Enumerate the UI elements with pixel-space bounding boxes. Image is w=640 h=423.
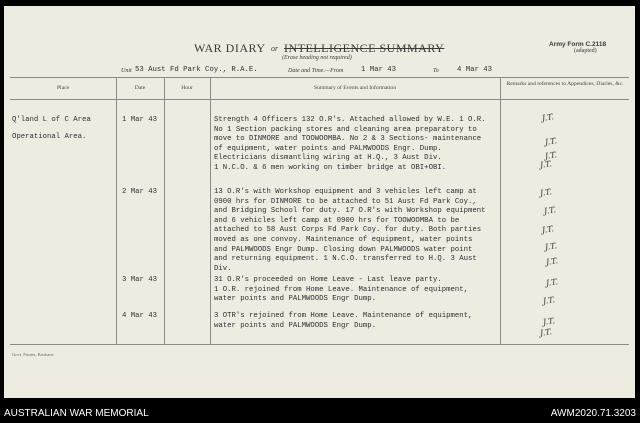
entry-date: 3 Mar 43	[122, 276, 158, 284]
summary-line: moved as one convoy. Maintenance of equipment, water points	[214, 236, 473, 244]
dates-label: Date and Time.—From	[288, 68, 344, 74]
summary-line: Strength 4 Officers 132 O.R's. Attached allowed by W.E. 1 O.R.	[214, 116, 486, 124]
archive-footer	[0, 404, 640, 423]
initials-mark: J.T.	[539, 187, 553, 198]
summary-line: 0900 hrs for DINMORE to be attached to 51 Aust Fd Park Coy.,	[214, 197, 477, 206]
form-number: Army Form C.2118	[549, 41, 607, 48]
place-line: Operational Area.	[12, 133, 87, 141]
summary-line: 1 O.R. rejoined from Home Leave. Maintenance of equipment,	[214, 285, 468, 294]
initials-mark: J.T.	[541, 224, 555, 235]
subtitle: (Erase heading not required)	[282, 55, 352, 61]
place-line: Q'land L of C Area	[12, 116, 91, 124]
footer-institution: AUSTRALIAN WAR MEMORIAL	[4, 408, 149, 419]
summary-line: and 6 vehicles left camp at 0900 hrs for TOOWOOMBA to be	[214, 216, 460, 225]
summary-line: water points and PALMWOODS Engr Dump.	[214, 321, 377, 330]
summary-line: move to DINMORE and TOOWOOMBA. No 2 & 3 Sections- maintenance	[214, 135, 482, 144]
unit-value: 53 Aust Fd Park Coy., R.A.E.	[135, 66, 258, 74]
war-diary-page	[4, 6, 635, 398]
summary-line: attached to 58 Aust Corps Fd Park Coy. for duty. Both parties	[214, 226, 482, 235]
printer-imprint: Govt. Printer, Brisbane	[12, 352, 54, 357]
date-to: 4 Mar 43	[457, 66, 493, 74]
summary-line: No 1 Section packing stores and cleaning area preparatory to	[214, 125, 477, 134]
summary-line: 1 N.C.O. & 6 men working on timber bridge at OBI+OBI.	[214, 164, 447, 172]
entry-date: 1 Mar 43	[122, 116, 158, 124]
to-label: To	[433, 68, 439, 74]
initials-mark: J.T.	[539, 327, 553, 338]
summary-line: 3 OTR's rejoined from Home Leave. Maintenance of equipment,	[214, 312, 473, 320]
col-header-summary: Summary of Events and Information	[313, 85, 397, 91]
col-divider-hour	[164, 77, 165, 344]
initials-mark: J.T.	[544, 150, 558, 161]
initials-mark: J.T.	[542, 316, 556, 327]
footer-accession-number: AWM2020.71.3203	[550, 408, 636, 419]
summary-line: Electricians dismantling wiring at H.Q., 3 Aust Div.	[214, 154, 442, 163]
summary-line: of equipment, water points and PALMWOODS Engr. Dump.	[214, 144, 442, 153]
title-intelligence-summary: INTELLIGENCE SUMMARY	[284, 41, 445, 55]
entry-date: 2 Mar 43	[122, 188, 158, 196]
col-header-hour: Hour	[181, 85, 193, 91]
unit-label: Unit	[121, 68, 132, 74]
initials-mark: J.T.	[544, 136, 558, 147]
col-divider-date	[116, 77, 117, 344]
col-divider-summary	[210, 77, 211, 344]
initials-mark: J.T.	[545, 277, 559, 288]
title-or: or	[271, 44, 279, 53]
table-bottom-rule	[10, 344, 629, 345]
initials-mark: J.T.	[539, 159, 553, 170]
initials-mark: J.T.	[542, 295, 556, 306]
entry-date: 4 Mar 43	[122, 312, 158, 320]
summary-line: 31 O.R's proceeded on Home Leave - Last leave party.	[214, 276, 442, 284]
summary-line: water points and PALMWOODS Engr Dump.	[214, 295, 377, 304]
col-header-date: Date	[134, 85, 146, 91]
col-header-remarks: Remarks and references to Appendices, Diaries, &c.	[506, 81, 624, 87]
initials-mark: J.T.	[545, 256, 559, 267]
initials-mark: J.T.	[543, 205, 557, 216]
initials-mark: J.T.	[544, 241, 558, 252]
summary-line: Div.	[214, 264, 232, 273]
col-divider-remarks	[500, 77, 501, 344]
col-header-place: Place	[56, 85, 70, 91]
date-from: 1 Mar 43	[361, 66, 397, 74]
header-bottom-rule	[10, 99, 629, 100]
title-war-diary: WAR DIARY	[194, 41, 266, 55]
form-adapted: (adapted)	[574, 48, 597, 54]
summary-line: and PALMWOODS Engr Dump. Closing down PALMWOODS water point	[214, 245, 473, 254]
initials-mark: J.T.	[541, 112, 555, 123]
summary-line: 13 O.R's with Workshop equipment and 3 vehicles left camp at	[214, 188, 477, 196]
summary-line: and returning equipment. 1 N.C.O. transferred to H.Q. 3 Aust	[214, 255, 477, 264]
table-top-rule	[10, 77, 629, 78]
summary-line: and Bridging School for duty. 17 O.R's with Workshop equipment	[214, 207, 486, 216]
